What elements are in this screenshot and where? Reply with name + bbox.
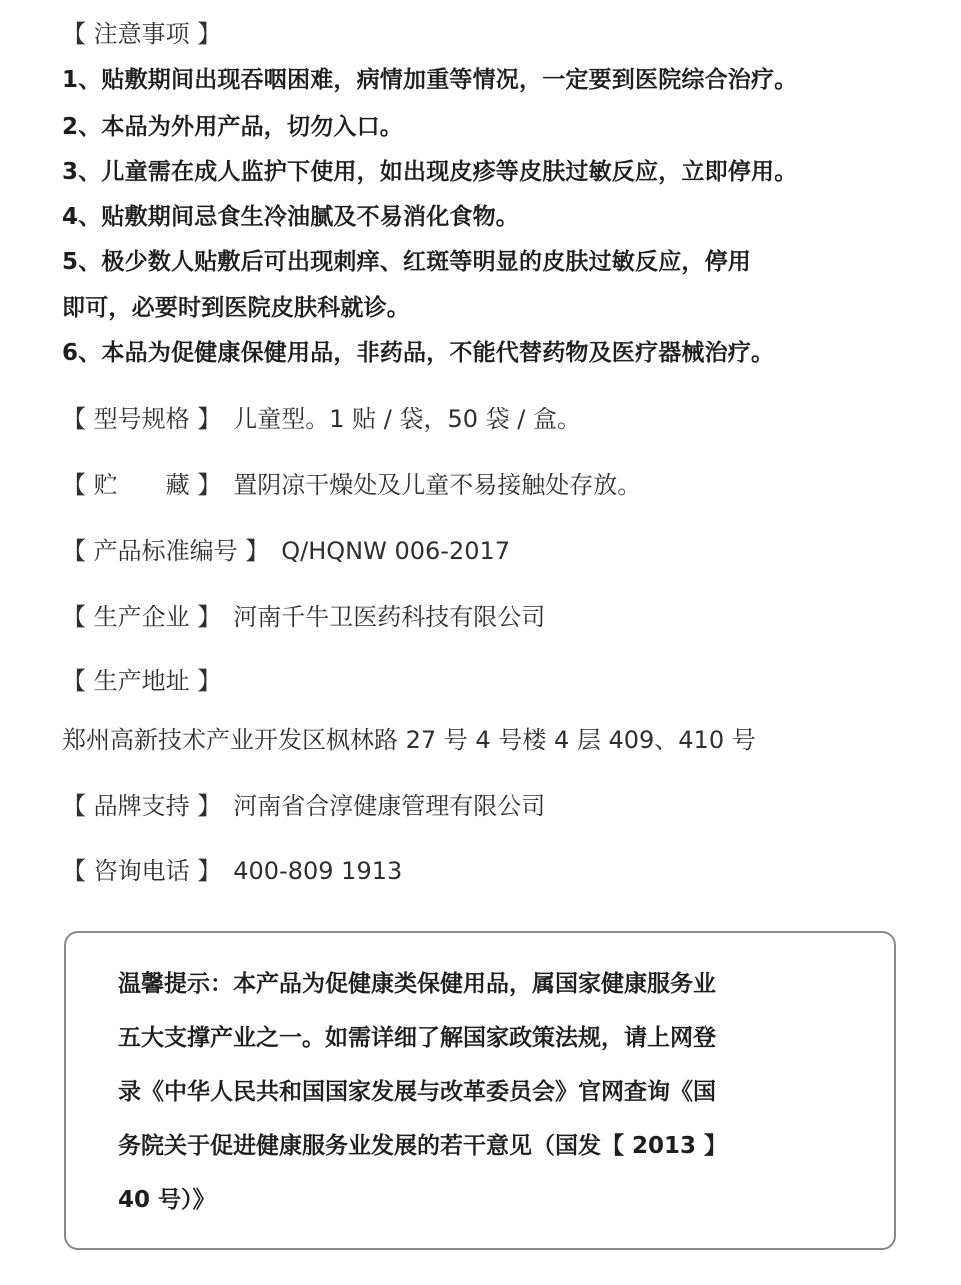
address-value: 郑州高新技术产业开发区枫林路 27 号 4 号楼 4 层 409、410 号 bbox=[62, 726, 756, 754]
tip-line-3: 录《中华人民共和国国家发展与改革委员会》官网查询《国 bbox=[118, 1079, 716, 1105]
tip-line-1: 温馨提示：本产品为促健康类保健用品，属国家健康服务业 bbox=[118, 971, 716, 997]
precaution-item-6: 6、本品为促健康保健用品，非药品，不能代替药物及医疗器械治疗。 bbox=[62, 340, 775, 366]
model-spec-label: 【 型号规格 】 bbox=[62, 405, 222, 433]
warm-tip-box bbox=[64, 931, 896, 1250]
precaution-item-4: 4、贴敷期间忌食生冷油腻及不易消化食物。 bbox=[62, 204, 520, 230]
standard-label: 【 产品标准编号 】 bbox=[62, 537, 270, 565]
precaution-item-5: 5、极少数人贴敷后可出现刺痒、红斑等明显的皮肤过敏反应，停用 bbox=[62, 249, 752, 275]
address-label: 【 生产地址 】 bbox=[62, 667, 222, 695]
precaution-item-3: 3、儿童需在成人监护下使用，如出现皮疹等皮肤过敏反应，立即停用。 bbox=[62, 159, 798, 185]
phone-label: 【 咨询电话 】 bbox=[62, 857, 222, 885]
manufacturer-value: 河南千牛卫医药科技有限公司 bbox=[233, 603, 546, 631]
storage-label: 【 贮 藏 】 bbox=[62, 471, 222, 499]
brand-row bbox=[62, 790, 545, 822]
manufacturer-label: 【 生产企业 】 bbox=[62, 603, 222, 631]
model-spec-value: 儿童型。1 贴 / 袋，50 袋 / 盒。 bbox=[233, 405, 582, 433]
precautions-heading: 【 注意事项 】 bbox=[62, 20, 222, 48]
brand-value: 河南省合淳健康管理有限公司 bbox=[233, 792, 546, 820]
precaution-item-1: 1、贴敷期间出现吞咽困难，病情加重等情况，一定要到医院综合治疗。 bbox=[62, 67, 798, 93]
standard-row bbox=[62, 535, 510, 567]
phone-row bbox=[62, 855, 402, 887]
tip-line-4: 务院关于促进健康服务业发展的若干意见（国发【 2013 】 bbox=[118, 1133, 728, 1159]
model-spec-row bbox=[62, 403, 581, 435]
storage-row bbox=[62, 469, 641, 501]
manufacturer-row bbox=[62, 601, 545, 633]
storage-value: 置阴凉干燥处及儿童不易接触处存放。 bbox=[233, 471, 642, 499]
standard-value: Q/HQNW 006-2017 bbox=[281, 537, 511, 565]
tip-line-2: 五大支撑产业之一。如需详细了解国家政策法规，请上网登 bbox=[118, 1025, 716, 1051]
precaution-item-2: 2、本品为外用产品，切勿入口。 bbox=[62, 114, 404, 140]
precaution-item-5-continued: 即可，必要时到医院皮肤科就诊。 bbox=[62, 295, 410, 321]
brand-label: 【 品牌支持 】 bbox=[62, 792, 222, 820]
phone-value: 400-809 1913 bbox=[233, 857, 403, 885]
tip-line-5: 40 号）》 bbox=[118, 1187, 216, 1213]
